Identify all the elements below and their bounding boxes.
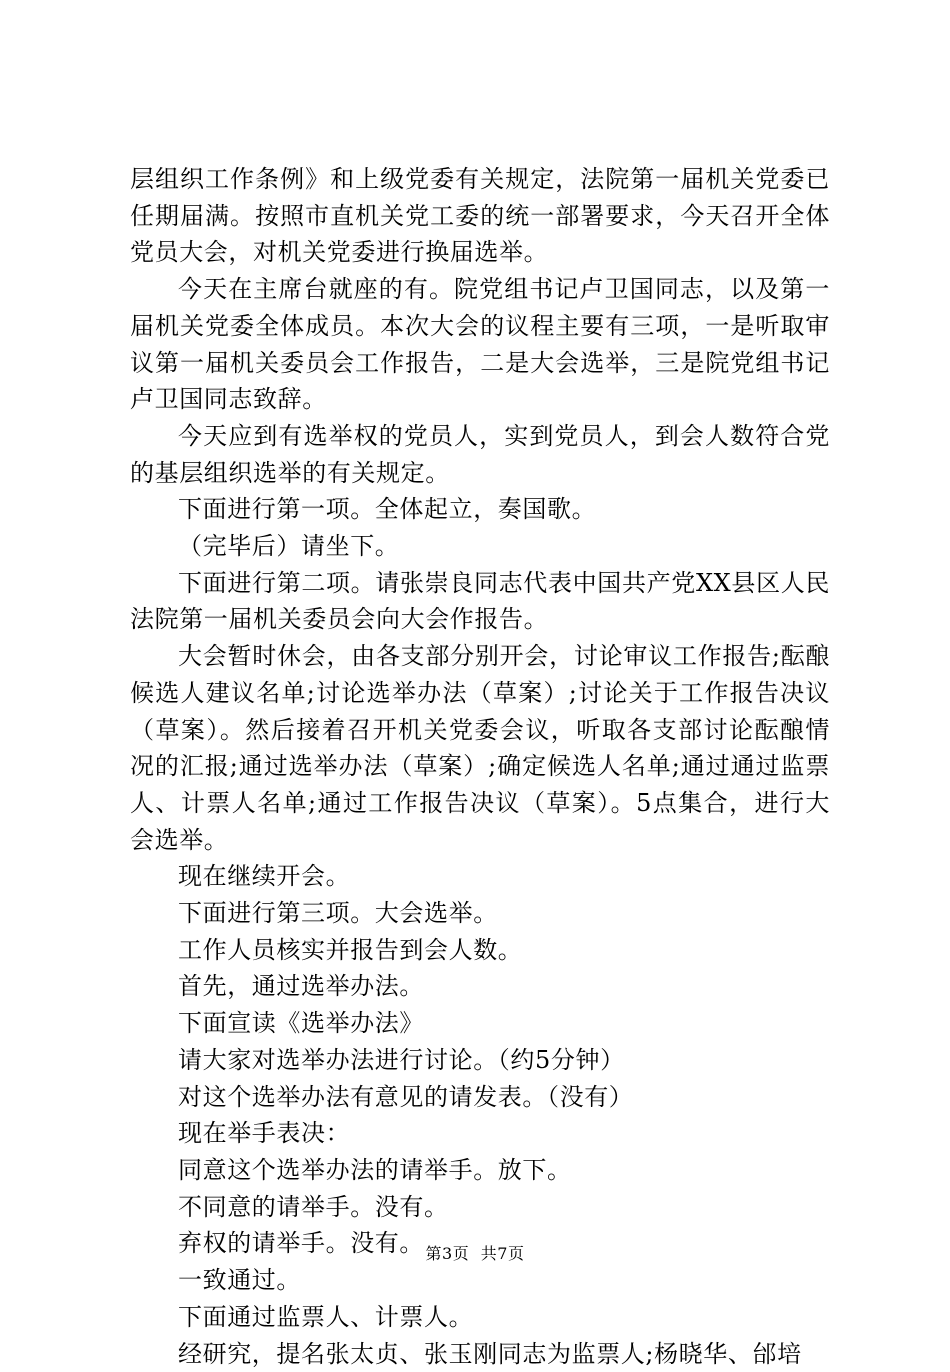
page-total: 共7页 bbox=[481, 1244, 525, 1263]
paragraph: 今天在主席台就座的有。院党组书记卢卫国同志，以及第一届机关党委全体成员。本次大会的议程主要有三项，一是听取审议第一届机关委员会工作报告，二是大会选举，三是院党组书记卢卫国同志致辞。 bbox=[130, 271, 830, 418]
paragraph: 层组织工作条例》和上级党委有关规定，法院第一届机关党委已任期届满。按照市直机关党工委的统一部署要求，今天召开全体党员大会，对机关党委进行换届选举。 bbox=[130, 161, 830, 271]
paragraph: 下面通过监票人、计票人。 bbox=[130, 1299, 830, 1336]
paragraph: 工作人员核实并报告到会人数。 bbox=[130, 932, 830, 969]
paragraph: 大会暂时休会，由各支部分别开会，讨论审议工作报告;酝酿候选人建议名单;讨论选举办法（草案）;讨论关于工作报告决议（草案）。然后接着召开机关党委会议，听取各支部讨论酝酿情况的汇报;通过选举办法（草案）;确定候选人名单;通过通过监票人、计票人名单;通过工作报告决议（草案）。5点集合，进行大会选举。 bbox=[130, 638, 830, 858]
document-body bbox=[130, 161, 830, 1372]
paragraph: 不同意的请举手。没有。 bbox=[130, 1189, 830, 1226]
paragraph: 下面宣读《选举办法》 bbox=[130, 1005, 830, 1042]
paragraph: 对这个选举办法有意见的请发表。（没有） bbox=[130, 1079, 830, 1116]
page-footer bbox=[0, 1243, 950, 1265]
paragraph: 同意这个选举办法的请举手。放下。 bbox=[130, 1152, 830, 1189]
paragraph: 一致通过。 bbox=[130, 1262, 830, 1299]
paragraph: 下面进行第二项。请张崇良同志代表中国共产党XX县区人民法院第一届机关委员会向大会作报告。 bbox=[130, 565, 830, 638]
paragraph: 今天应到有选举权的党员人，实到党员人，到会人数符合党的基层组织选举的有关规定。 bbox=[130, 418, 830, 491]
paragraph: 现在举手表决： bbox=[130, 1115, 830, 1152]
page-number: 第3页 bbox=[426, 1244, 470, 1263]
paragraph: （完毕后）请坐下。 bbox=[130, 528, 830, 565]
paragraph: 经研究，提名张太贞、张玉刚同志为监票人;杨晓华、邰培 bbox=[130, 1336, 830, 1372]
paragraph: 首先，通过选举办法。 bbox=[130, 968, 830, 1005]
paragraph: 下面进行第三项。大会选举。 bbox=[130, 895, 830, 932]
paragraph: 现在继续开会。 bbox=[130, 858, 830, 895]
paragraph: 请大家对选举办法进行讨论。（约5分钟） bbox=[130, 1042, 830, 1079]
paragraph: 弃权的请举手。没有。 bbox=[130, 1225, 830, 1262]
paragraph: 下面进行第一项。全体起立，奏国歌。 bbox=[130, 491, 830, 528]
